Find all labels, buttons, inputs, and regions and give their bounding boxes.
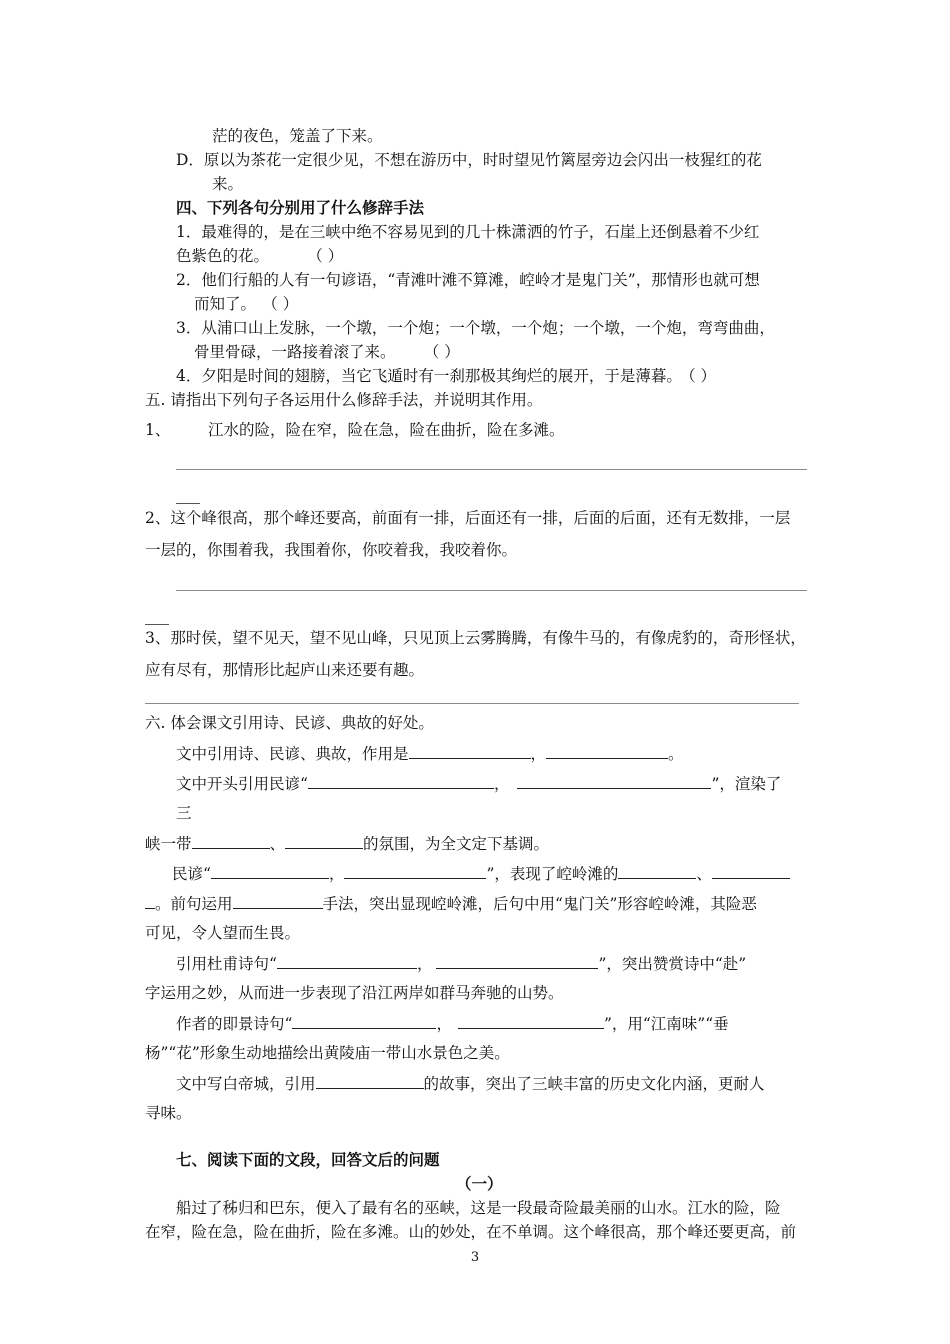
q4-1-line1: 1．最难得的，是在三峡中绝不容易见到的几十株潇洒的竹子，石崖上还倒悬着不少红 [176,223,760,241]
blank[interactable] [192,833,270,849]
q5-1-sentence: 江水的险，险在窄，险在急，险在曲折，险在多滩。 [208,421,565,439]
option-d-continuation: 来。 [212,175,244,193]
blank[interactable] [308,773,494,789]
blank[interactable] [436,953,598,969]
blank[interactable] [546,743,668,759]
s6-proverb-intro: 文中开头引用民谚“ ， ”，渲染了 [176,775,782,793]
blank[interactable] [211,863,329,879]
s6-dufu-wrap: 字运用之妙，从而进一步表现了沿江两岸如群马奔驰的山势。 [145,984,564,1002]
blank[interactable] [292,1013,436,1029]
answer-paren: （ ） [687,367,717,385]
answer-paren: （ ） [431,343,460,361]
q5-2-line2: 一层的，你围着我，我围着你，你咬着我，我咬着你。 [145,541,518,559]
s6-author-poem-wrap: 杨”“花”形象生动地描绘出黄陵庙一带山水景色之美。 [145,1044,510,1062]
s6-fear: 可见，令人望而生畏。 [145,924,301,942]
section-7-subtitle: （一） [456,1174,503,1193]
s6-atmosphere: 峡一带 、 的氛围，为全文定下基调。 [145,835,550,853]
blank[interactable] [316,1073,424,1089]
passage-line1: 船过了秭归和巴东，便入了最有名的巫峡，这是一段最奇险最美丽的山水。江水的险，险 [176,1199,781,1217]
q5-3-line2: 应有尽有，那情形比起庐山来还要有趣。 [145,661,425,679]
q4-2-line2: 而知了。 （ ） [194,295,299,313]
q5-2-line1: 2、这个峰很高，那个峰还要高，前面有一排，后面还有一排，后面的后面，还有无数排，一层 [145,509,791,527]
s6-baidi: 文中写白帝城，引用 的故事，突出了三峡丰富的历史文化内涵，更耐人 [176,1075,765,1093]
q4-3-line2: 骨里骨碌，一路接着滚了来。 （ ） [194,343,460,361]
blank[interactable] [145,893,155,909]
blank[interactable] [344,863,486,879]
passage-line2: 在窄，险在急，险在曲折，险在多滩。山的妙处，在不单调。这个峰很高，那个峰还要更高，前 [145,1223,797,1241]
answer-line[interactable] [176,469,807,470]
blank[interactable] [712,863,790,879]
section-4-title: 四、下列各句分别用了什么修辞手法 [176,198,425,217]
section-5-title: 五. 请指出下列句子各运用什么修辞手法，并说明其作用。 [145,391,543,409]
blank[interactable] [285,833,363,849]
q5-3-line1: 3、那时侯，望不见天，望不见山峰，只见顶上云雾腾腾，有像牛马的，有像虎豹的，奇形怪状， [145,629,806,647]
s6-baidi-wrap: 寻味。 [145,1104,192,1122]
s6-dufu: 引用杜甫诗句“ ， ”，突出赞赏诗中“赴” [176,955,747,973]
blank[interactable] [618,863,696,879]
answer-line[interactable] [145,703,799,704]
answer-line-tail [145,624,169,625]
option-c-continuation: 茫的夜色，笼盖了下来。 [212,127,383,145]
q5-1-number: 1、 [145,421,171,439]
s6-proverb-kongling: 民谚“ ， ”，表现了崆岭滩的 、 [172,863,790,884]
q4-2-line1: 2．他们行船的人有一句谚语，“青滩叶滩不算滩，崆岭才是鬼门关”，那情形也就可想 [176,271,760,289]
q4-1-line2: 色紫色的花。 （ ） [176,247,344,265]
q4-3-line1: 3．从浦口山上发脉，一个墩，一个炮；一个墩，一个炮；一个墩，一个炮，弯弯曲曲， [176,319,775,337]
s6-proverb-intro-wrap: 三 [176,804,192,822]
s6-technique: 。前句运用 手法，突出显现崆岭滩，后句中用“鬼门关”形容崆岭滩，其险恶 [145,893,757,914]
page-number: 3 [470,1250,480,1265]
answer-line[interactable] [176,590,807,591]
blank[interactable] [277,953,417,969]
section-6-title: 六. 体会课文引用诗、民谚、典故的好处。 [145,714,434,732]
s6-author-poem: 作者的即景诗句“ ， ”，用“江南味”“垂 [176,1015,729,1033]
s6-usage: 文中引用诗、民谚、典故，作用是 ， 。 [176,745,684,763]
answer-line-tail [176,503,200,504]
answer-paren: （ ） [315,247,344,265]
blank[interactable] [458,1013,604,1029]
answer-paren: （ ） [270,295,299,313]
blank[interactable] [409,743,531,759]
blank[interactable] [233,893,323,909]
option-d: D．原以为茶花一定很少见，不想在游历中，时时望见竹篱屋旁边会闪出一枝猩红的花 [176,151,762,169]
blank[interactable] [517,773,711,789]
section-7-title: 七、阅读下面的文段，回答文后的问题 [176,1150,440,1169]
q4-4: 4．夕阳是时间的翅膀，当它飞遁时有一刹那极其绚烂的展开，于是薄暮。 （ ） [176,367,717,385]
